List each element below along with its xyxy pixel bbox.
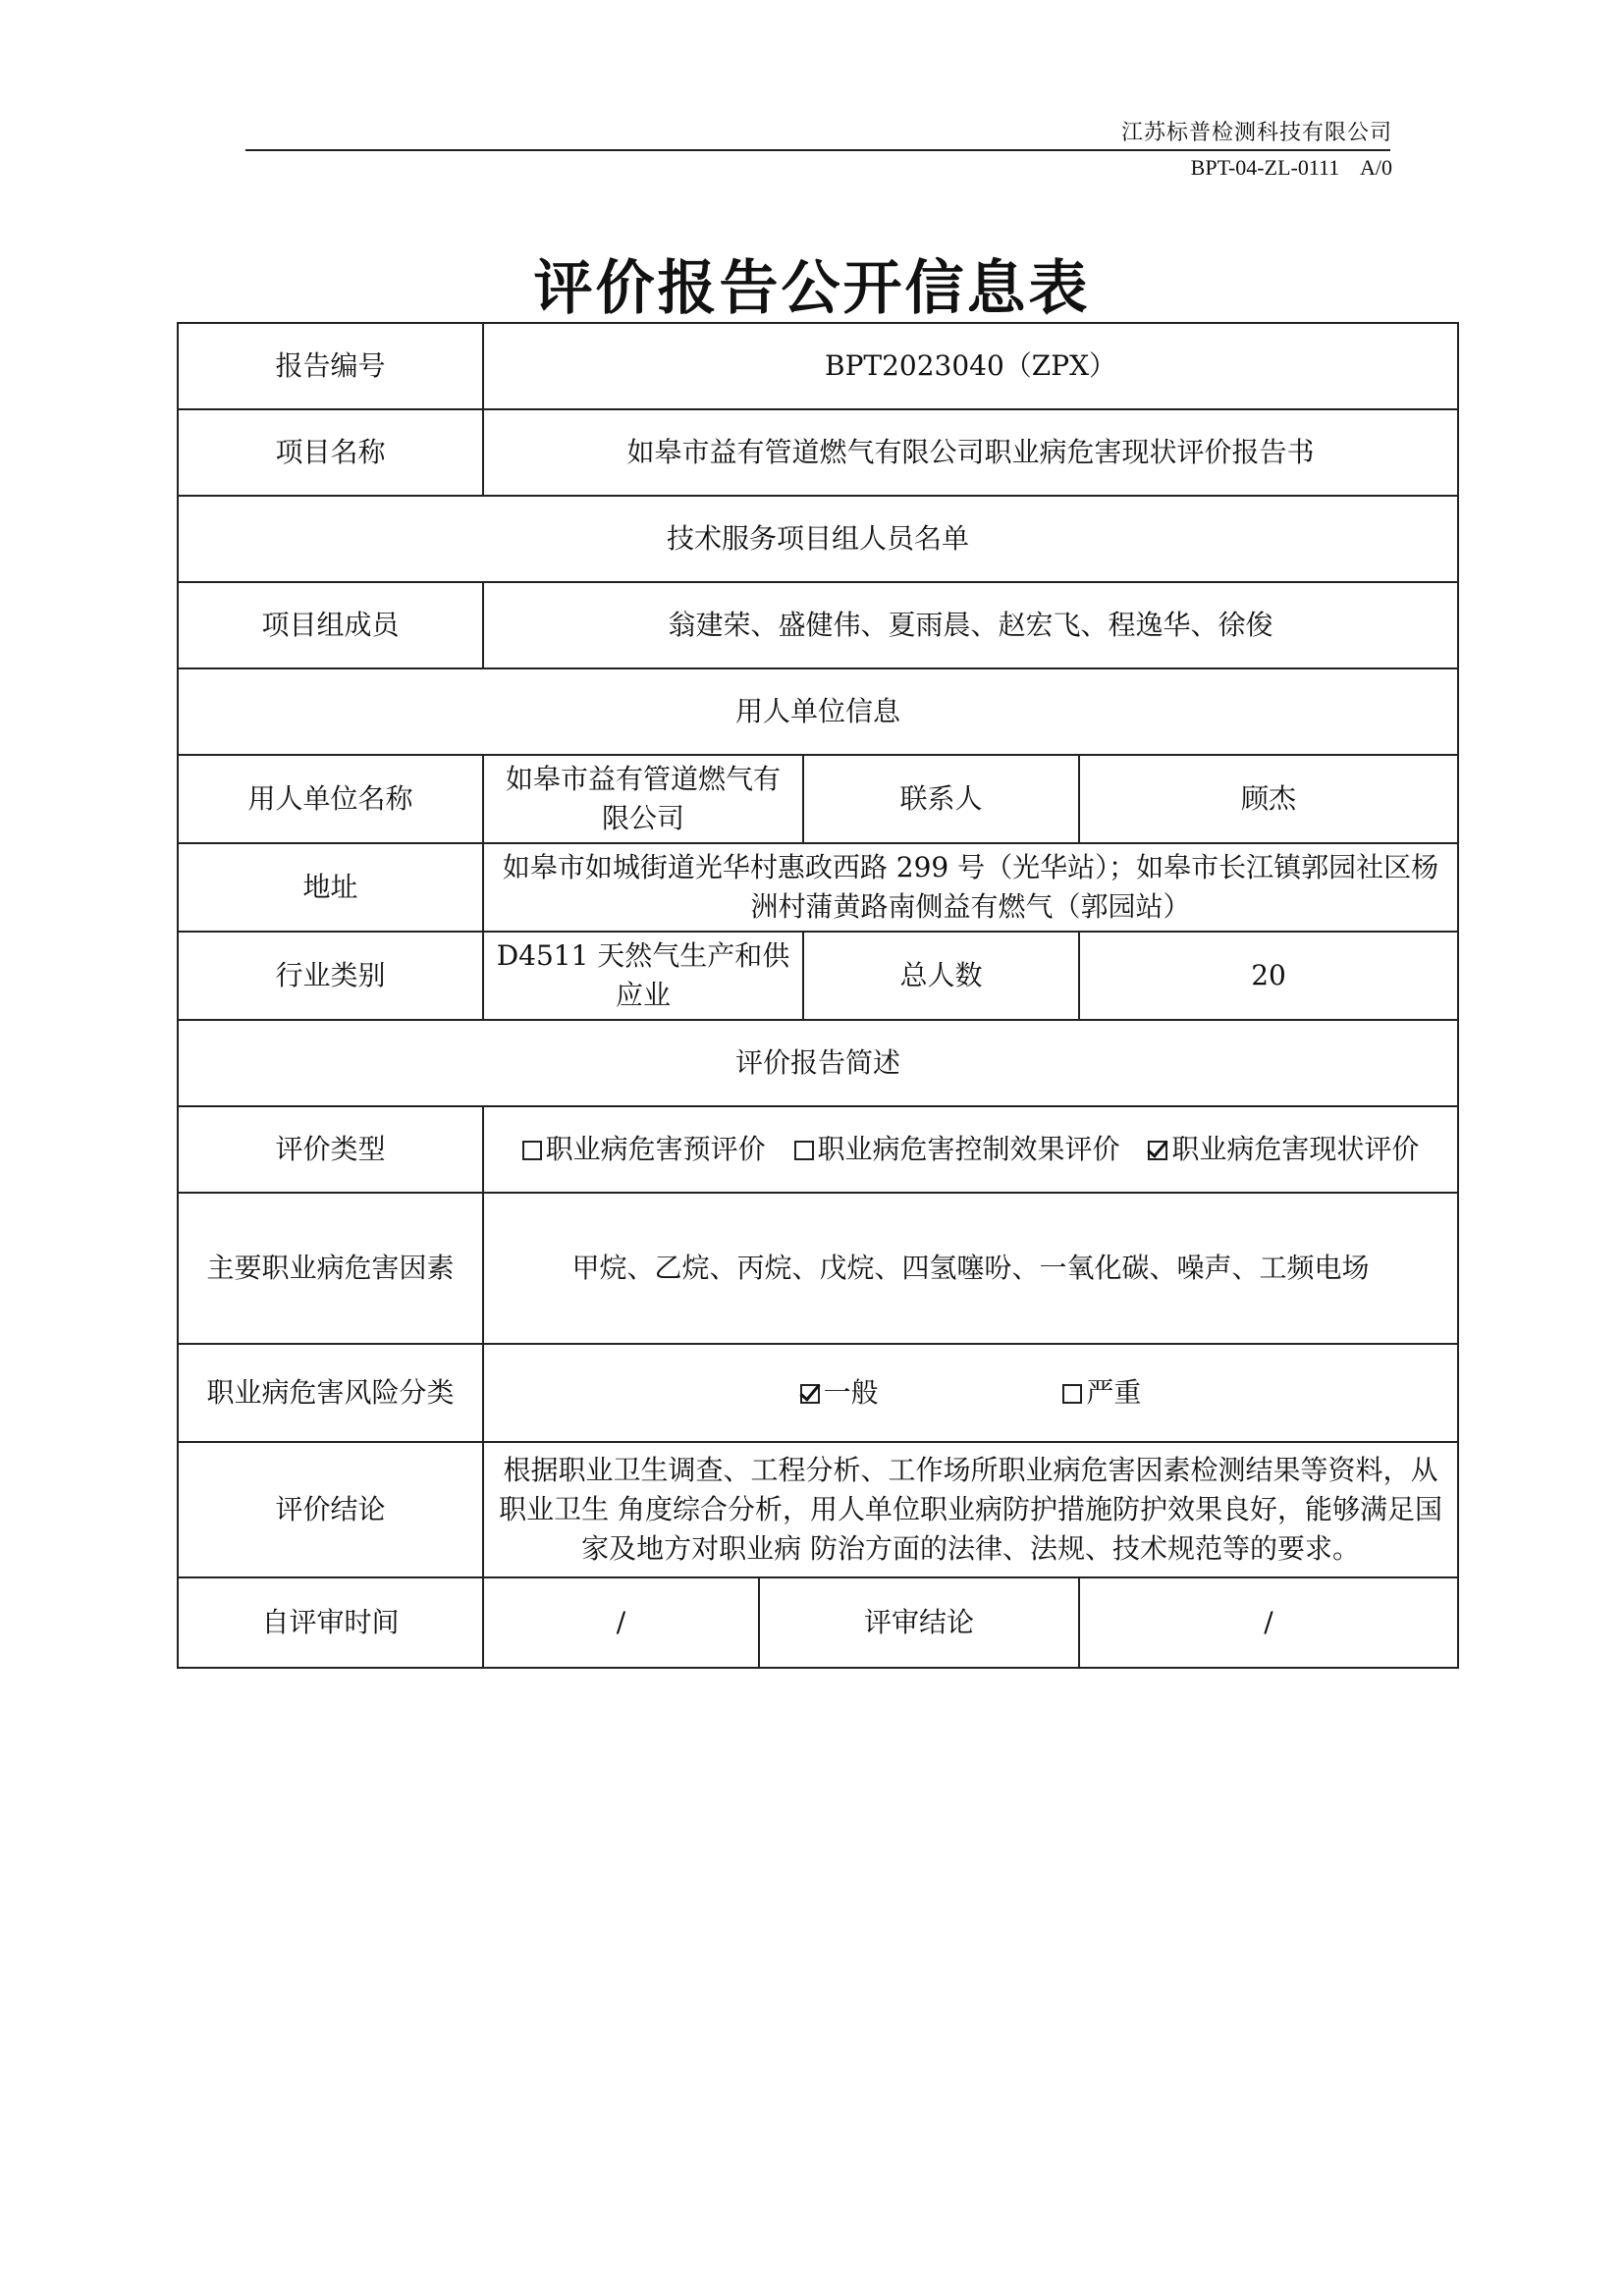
hazards-value: 甲烷、乙烷、丙烷、戊烷、四氢噻吩、一氧化碳、噪声、工频电场 [483,1193,1458,1344]
employer-section-heading: 用人单位信息 [178,668,1458,755]
review-result-label: 评审结论 [759,1577,1079,1668]
headcount-label: 总人数 [803,932,1079,1020]
report-no-value: BPT2023040（ZPX） [483,323,1458,409]
company-name: 江苏标普检测科技有限公司 [1120,121,1392,145]
review-time-label: 自评审时间 [178,1577,483,1668]
risk-severe-label: 严重 [1086,1376,1142,1409]
row-hazards [178,1193,1458,1344]
row-conclusion [178,1442,1458,1577]
row-team-members [178,582,1458,668]
address-label: 地址 [178,843,483,932]
row-project-name [178,409,1458,496]
eval-type-status-label: 职业病危害现状评价 [1171,1133,1420,1165]
row-eval-type [178,1106,1458,1193]
risk-options [483,1344,1458,1442]
checkbox-risk-severe[interactable] [1062,1384,1082,1404]
document-code: BPT-04-ZL-0111 A/0 [1190,155,1392,180]
industry-value: D4511 天然气生产和供应业 [483,932,803,1020]
eval-type-option-status [1148,1130,1419,1169]
row-report-no [178,323,1458,409]
eval-type-options [483,1106,1458,1193]
eval-type-pre-label: 职业病危害预评价 [545,1133,766,1165]
page-title: 评价报告公开信息表 [533,254,1091,323]
row-employer-name [178,755,1458,843]
eval-type-option-control [794,1130,1120,1169]
eval-type-option-pre [522,1130,766,1169]
risk-option-general [800,1373,879,1413]
review-time-value: / [483,1577,759,1668]
contact-value: 顾杰 [1079,755,1458,843]
risk-label: 职业病危害风险分类 [178,1344,483,1442]
report-no-label: 报告编号 [178,323,483,409]
hazards-label: 主要职业病危害因素 [178,1193,483,1344]
row-industry [178,932,1458,1020]
contact-label: 联系人 [803,755,1079,843]
conclusion-label: 评价结论 [178,1442,483,1577]
checkbox-status-evaluation[interactable] [1148,1141,1167,1160]
row-risk [178,1344,1458,1442]
row-review [178,1577,1458,1668]
project-name-label: 项目名称 [178,409,483,496]
risk-option-severe [1062,1373,1141,1413]
conclusion-value: 根据职业卫生调查、工程分析、工作场所职业病危害因素检测结果等资料，从职业卫生 角度综合分析，用人单位职业病防护措施防护效果良好，能够满足国家及地方对职业病 防治方面的法律、法规、技术规范等的要求。 [483,1442,1458,1577]
team-section-heading: 技术服务项目组人员名单 [178,496,1458,582]
checkbox-pre-evaluation[interactable] [522,1141,542,1160]
project-name-value: 如皋市益有管道燃气有限公司职业病危害现状评价报告书 [483,409,1458,496]
address-value: 如皋市如城街道光华村惠政西路 299 号（光华站）；如皋市长江镇郭园社区杨洲村蒲黄路南侧益有燃气（郭园站） [483,843,1458,932]
checkbox-risk-general[interactable] [800,1384,820,1404]
row-address [178,843,1458,932]
row-summary-section [178,1020,1458,1106]
team-label: 项目组成员 [178,582,483,668]
employer-name-value: 如皋市益有管道燃气有限公司 [483,755,803,843]
row-employer-section [178,668,1458,755]
eval-type-label: 评价类型 [178,1106,483,1193]
industry-label: 行业类别 [178,932,483,1020]
headcount-value: 20 [1079,932,1458,1020]
header-divider [245,149,1390,151]
eval-type-control-label: 职业病危害控制效果评价 [817,1133,1120,1165]
review-result-value: / [1079,1577,1458,1668]
row-team-section [178,496,1458,582]
employer-name-label: 用人单位名称 [178,755,483,843]
checkbox-control-effect[interactable] [794,1141,814,1160]
summary-section-heading: 评价报告简述 [178,1020,1458,1106]
info-table [177,322,1459,1669]
team-members-value: 翁建荣、盛健伟、夏雨晨、赵宏飞、程逸华、徐俊 [483,582,1458,668]
risk-general-label: 一般 [823,1376,879,1409]
